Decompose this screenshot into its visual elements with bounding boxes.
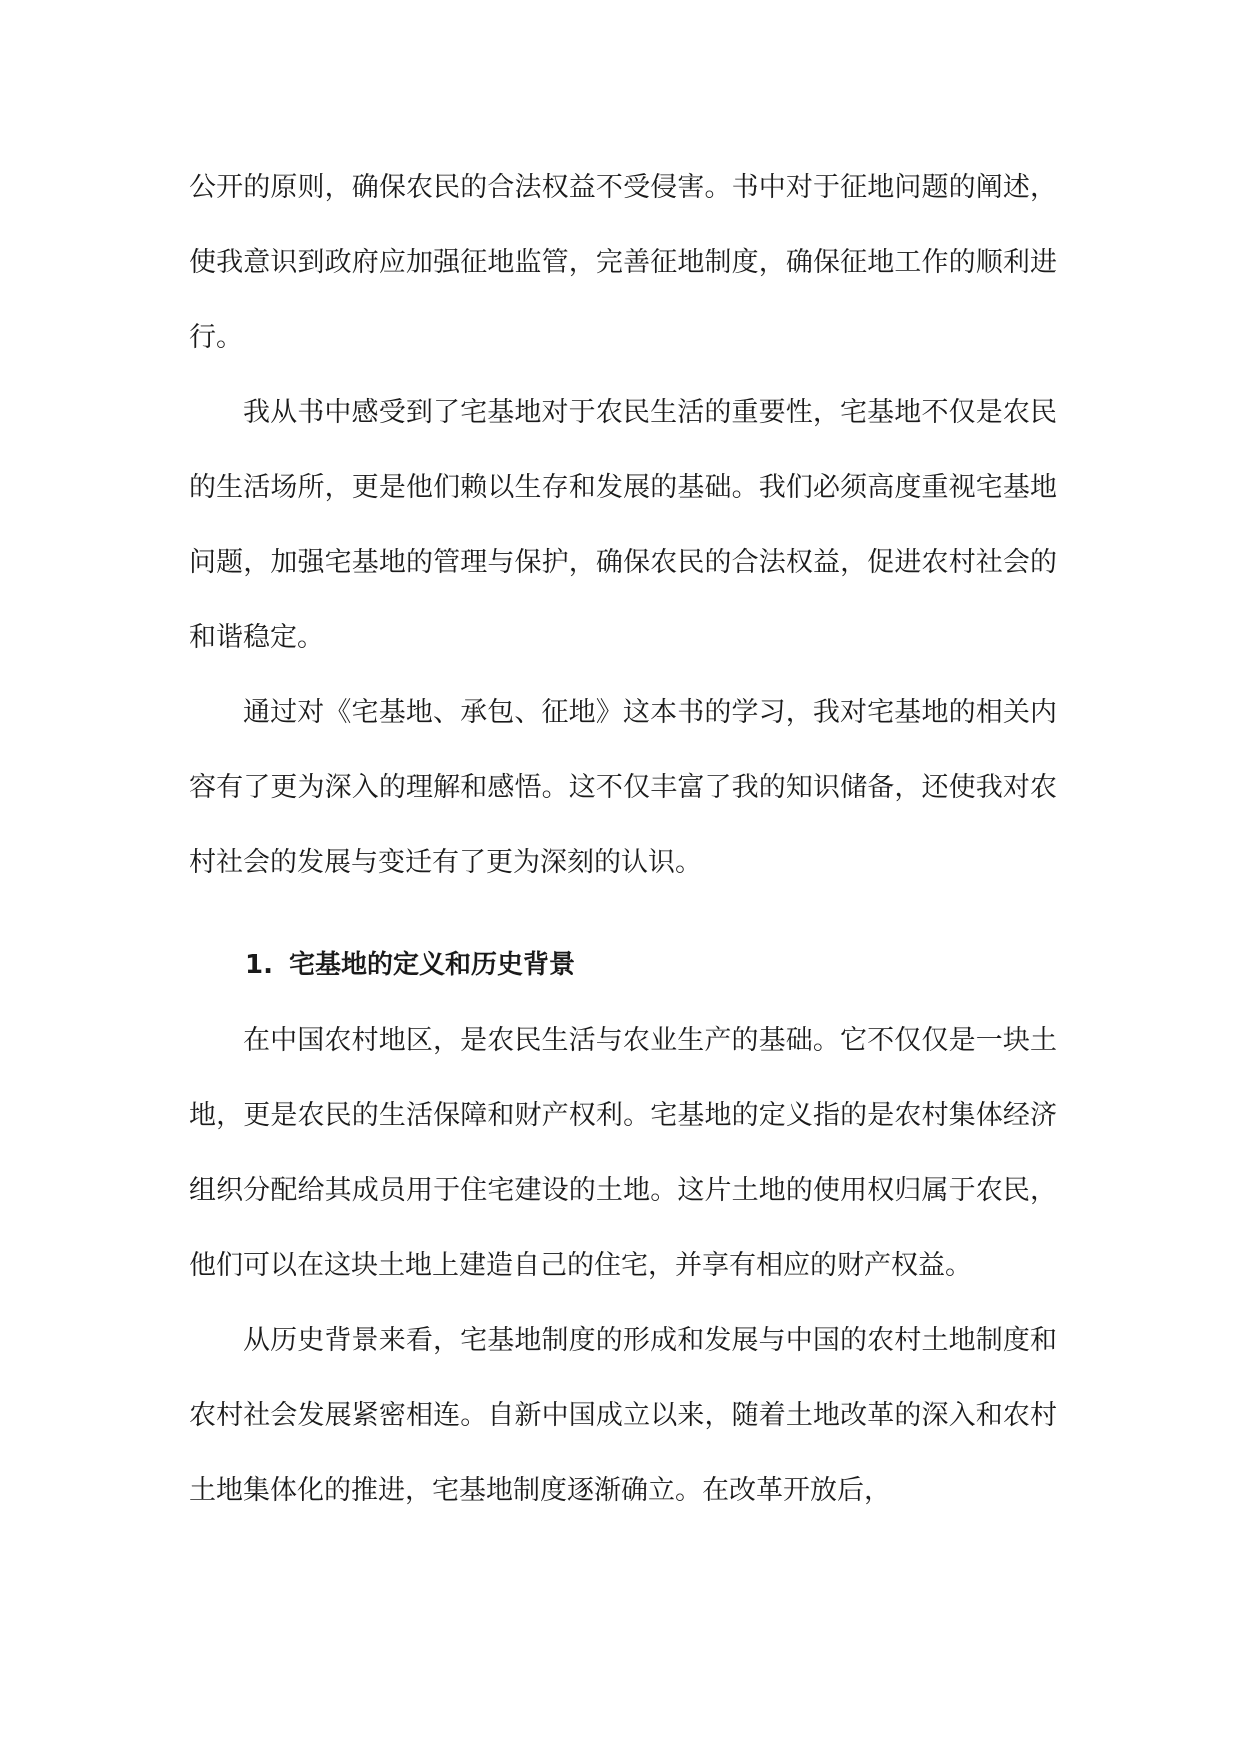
section-heading (189, 928, 1057, 1003)
paragraph-4: 在中国农村地区，是农民生活与农业生产的基础。它不仅仅是一块土地，更是农民的生活保障和财产权利。宅基地的定义指的是农村集体经济组织分配给其成员用于住宅建设的土地。这片土地的使用权归属于农民，他们可以在这块土地上建造自己的住宅，并享有相应的财产权益。 (189, 1025, 1057, 1281)
section-title: 宅基地的定义和历史背景 (288, 950, 575, 980)
section-number: 1. (245, 950, 273, 980)
paragraph-5: 从历史背景来看，宅基地制度的形成和发展与中国的农村土地制度和农村社会发展紧密相连。自新中国成立以来，随着土地改革的深入和农村土地集体化的推进，宅基地制度逐渐确立。在改革开放后， (189, 1325, 1057, 1506)
document-body (189, 150, 1057, 1528)
paragraph-1: 公开的原则，确保农民的合法权益不受侵害。书中对于征地问题的阐述，使我意识到政府应加强征地监管，完善征地制度，确保征地工作的顺利进行。 (189, 172, 1057, 353)
paragraph-2: 我从书中感受到了宅基地对于农民生活的重要性，宅基地不仅是农民的生活场所，更是他们赖以生存和发展的基础。我们必须高度重视宅基地问题，加强宅基地的管理与保护，确保农民的合法权益，促进农村社会的和谐稳定。 (189, 397, 1057, 653)
paragraph-3: 通过对《宅基地、承包、征地》这本书的学习，我对宅基地的相关内容有了更为深入的理解和感悟。这不仅丰富了我的知识储备，还使我对农村社会的发展与变迁有了更为深刻的认识。 (189, 697, 1057, 878)
